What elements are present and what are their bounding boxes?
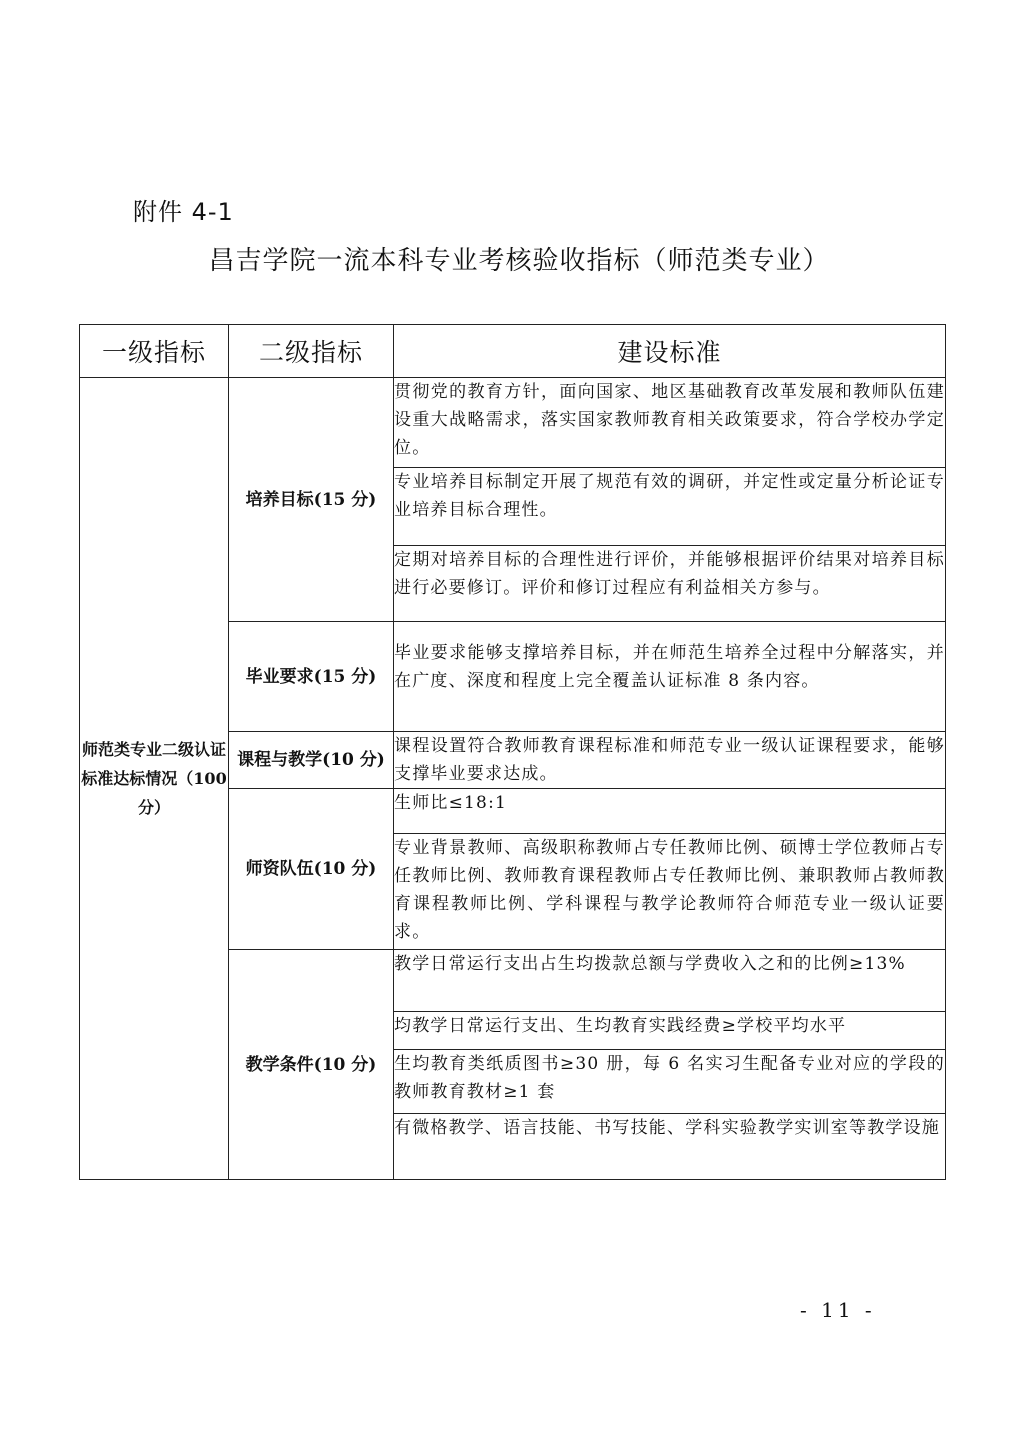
- standard-cell: 专业培养目标制定开展了规范有效的调研，并定性或定量分析论证专业培养目标合理性。: [394, 468, 946, 546]
- header-level2: 二级指标: [229, 325, 394, 378]
- table-header-row: [80, 325, 946, 378]
- header-standard: 建设标准: [394, 325, 946, 378]
- level2-curriculum-teaching: 课程与教学(10 分): [229, 732, 394, 789]
- level2-faculty: 师资队伍(10 分): [229, 789, 394, 950]
- level2-teaching-conditions: 教学条件(10 分): [229, 950, 394, 1180]
- document-title: 昌吉学院一流本科专业考核验收指标（师范类专业）: [208, 246, 830, 276]
- level2-training-objectives: 培养目标(15 分): [229, 378, 394, 622]
- header-level1: 一级指标: [80, 325, 229, 378]
- standard-cell: 有微格教学、语言技能、书写技能、学科实验教学实训室等教学设施: [394, 1114, 946, 1180]
- standard-cell: 专业背景教师、高级职称教师占专任教师比例、硕博士学位教师占专任教师比例、教师教育课程教师占专任教师比例、兼职教师占教师教育课程教师比例、学科课程与教学论教师符合师范专业一级认证要求。: [394, 834, 946, 950]
- page-number: - 11 -: [800, 1298, 876, 1322]
- indicator-table: [79, 324, 946, 1180]
- standard-cell: 贯彻党的教育方针，面向国家、地区基础教育改革发展和教师队伍建设重大战略需求，落实国家教师教育相关政策要求，符合学校办学定位。: [394, 378, 946, 468]
- standard-cell: 生师比≤18:1: [394, 789, 946, 834]
- standard-cell: 课程设置符合教师教育课程标准和师范专业一级认证课程要求，能够支撑毕业要求达成。: [394, 732, 946, 789]
- standard-cell: 定期对培养目标的合理性进行评价，并能够根据评价结果对培养目标进行必要修订。评价和修订过程应有利益相关方参与。: [394, 546, 946, 622]
- attachment-label: 附件 4-1: [133, 198, 234, 226]
- level2-graduation-requirements: 毕业要求(15 分): [229, 622, 394, 732]
- standard-cell: 毕业要求能够支撑培养目标，并在师范生培养全过程中分解落实，并在广度、深度和程度上完全覆盖认证标准 8 条内容。: [394, 622, 946, 732]
- standard-cell: 教学日常运行支出占生均拨款总额与学费收入之和的比例≥13%: [394, 950, 946, 1012]
- level1-indicator: 师范类专业二级认证标准达标情况（100分）: [80, 378, 229, 1180]
- standard-cell: 均教学日常运行支出、生均教育实践经费≥学校平均水平: [394, 1012, 946, 1050]
- standard-cell: 生均教育类纸质图书≥30 册，每 6 名实习生配备专业对应的学段的教师教育教材≥1 套: [394, 1050, 946, 1114]
- table-row: [80, 378, 946, 468]
